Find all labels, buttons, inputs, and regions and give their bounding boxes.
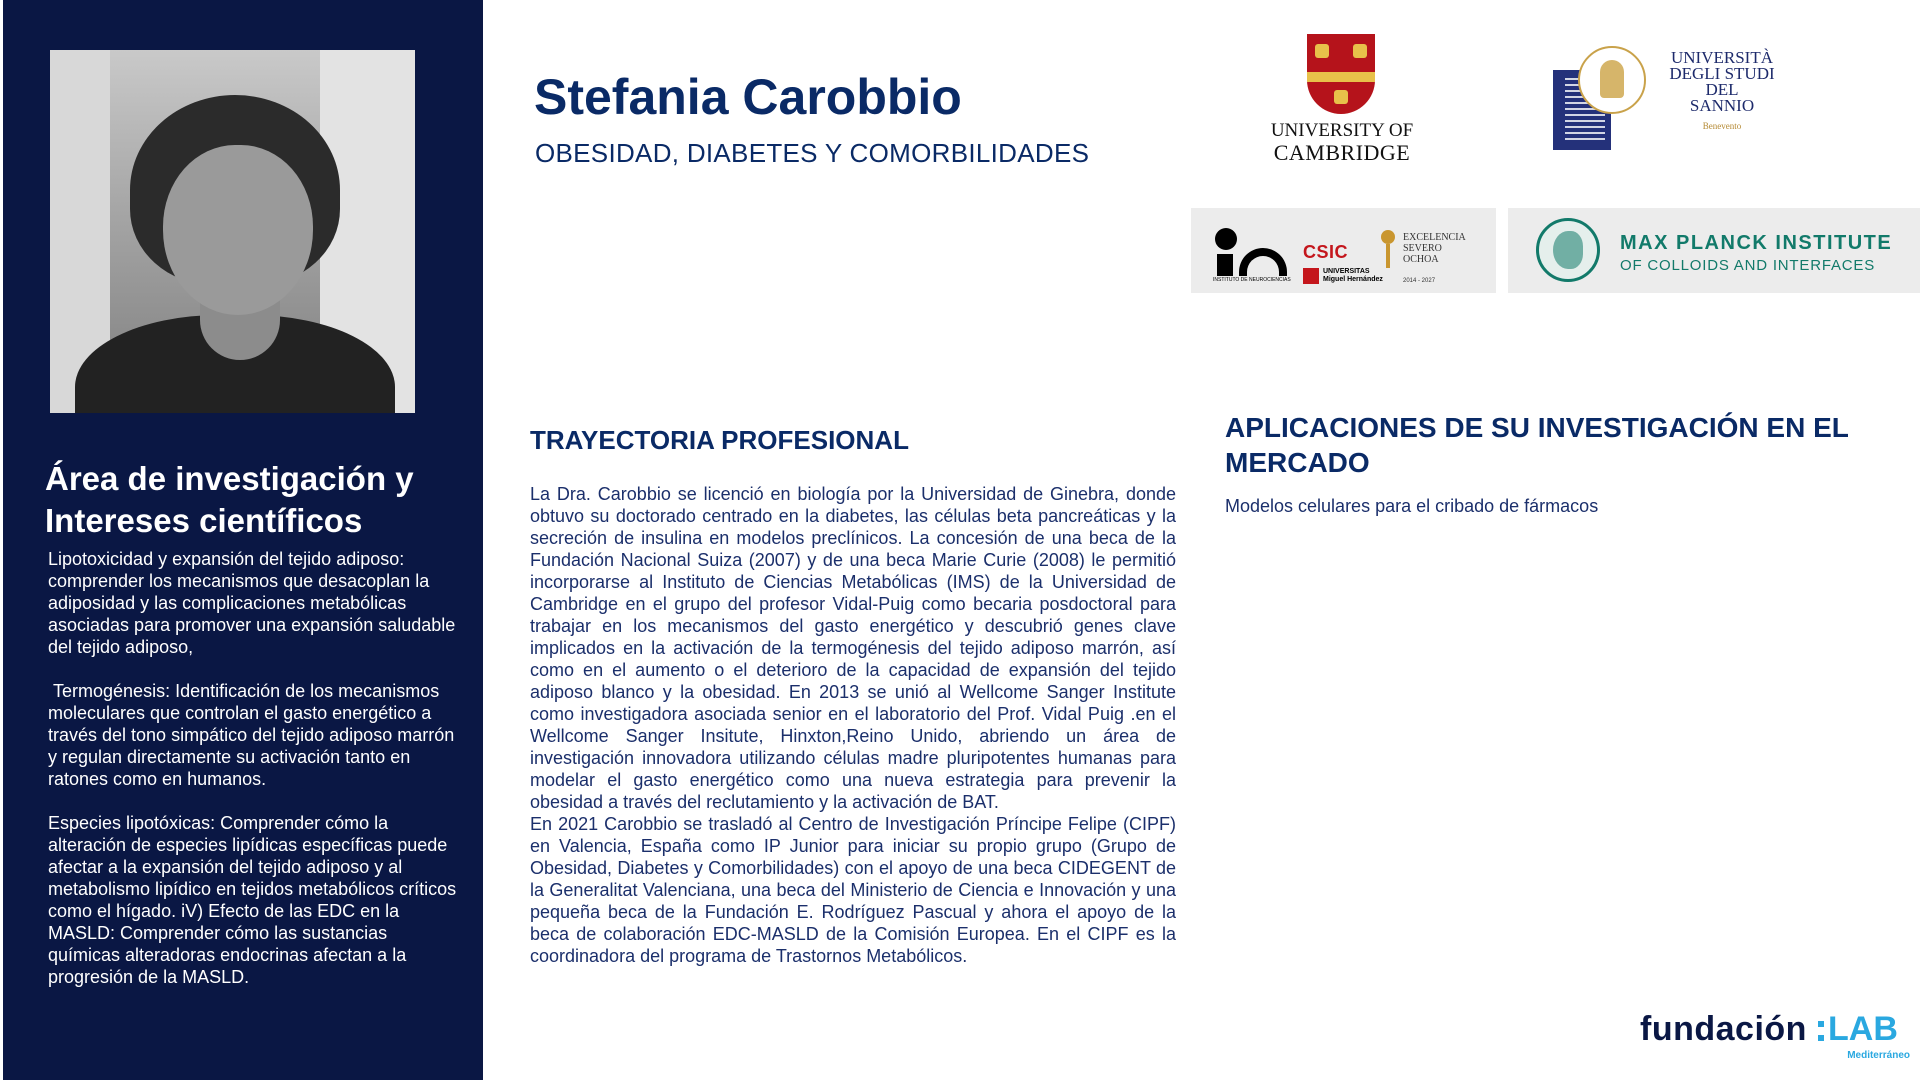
severo-line1: EXCELENCIA (1403, 232, 1466, 243)
severo-ochoa-icon (1381, 230, 1395, 270)
fundacion-lab: LAB (1828, 1010, 1898, 1048)
trayectoria-text (530, 483, 1176, 967)
csic-logo: CSIC (1303, 242, 1349, 262)
left-sidebar (3, 0, 483, 1080)
minerva-icon (1536, 218, 1600, 282)
seal-icon (1578, 46, 1646, 114)
fundacion-word: fundación (1640, 1010, 1807, 1048)
researcher-name: Stefania Carobbio (534, 69, 962, 125)
profile-photo (50, 50, 415, 413)
cambridge-crest-icon (1307, 34, 1375, 114)
trayectoria-paragraph: En 2021 Carobbio se trasladó al Centro de Investigación Príncipe Felipe (CIPF) en Valencia, España como IP Junior para iniciar su propio grupo (Grupo de Obesidad, Diabetes y Comorbilidades) con el apoyo de una beca CIDEGENT de la Generalitat Valenciana, una beca del Ministerio de Ciencia e Innovación y una pequeña beca de la Fundación E. Rodríguez Pascual y ahora el apoyo de la beca de colaboración EDC-MASLD de la Comisión Europea. En el CIPF es la coordinadora del programa de Trastornos Metabólicos. (530, 814, 1176, 966)
research-paragraph-lipotoxic-species: Especies lipotóxicas: Comprender cómo la alteración de especies lipídicas específicas puede afectar a la expansión del tejido adiposo y al metabolismo lipídico en tejidos metabólicos críticos como el hígado. iV) Efecto de las EDC en la MASLD: Comprender cómo las sustancias químicas alteradoras endocrinas afectan a la progresión de la MASLD. (48, 813, 457, 987)
fundacion-lab-logo (1640, 1010, 1910, 1060)
severo-line2: SEVERO (1403, 243, 1442, 254)
in-caption: INSTITUTO DE NEUROCIENCIAS (1213, 277, 1291, 283)
severo-line3: OCHOA (1403, 254, 1439, 265)
in-logo-icon (1213, 228, 1293, 283)
umh-icon (1303, 268, 1319, 284)
research-area-text (48, 548, 463, 1010)
umh-line1: UNIVERSITAS (1323, 268, 1370, 275)
sannio-line4: SANNIO (1689, 96, 1755, 115)
max-planck-subtitle: OF COLLOIDS AND INTERFACES (1620, 257, 1876, 274)
aplicaciones-title: APLICACIONES DE SU INVESTIGACIÓN EN EL MERCADO (1225, 412, 1849, 478)
trayectoria-paragraph: La Dra. Carobbio se licenció en biología por la Universidad de Ginebra, donde obtuvo su doctorado centrado en la diabetes, las células beta pancreáticas y la secreción de insulina en modelos preclínicos. La concesión de una beca de la Fundación Nacional Suiza (2007) y de una beca Marie Curie (2008) le permitió incorporarse al Instituto de Ciencias Metabólicas (IMS) de la Universidad de Cambridge en el grupo del profesor Vidal-Puig como becaria posdoctoral para trabajar en los mecanismos del gasto energético y descubrió genes clave implicados en la activación de la termogénesis del tejido adiposo marrón, así como en el aumento o el deterioro de la capacidad de expansión del tejido adiposo blanco y la obesidad. En 2013 se unió al Wellcome Sanger Institute como investigadora asociada senior en el laboratorio del Prof. Vidal Puig .en el Wellcome Sanger Insitute, Hinxton,Reino Unido, abriendo un área de investigación innovadora utilizando células madre pluripotentes humanas para modelar el gasto energético como una nueva estrategia para prevenir la obesidad a través del reclutamiento y la activación de BAT. (530, 484, 1176, 812)
umh-line2: Miguel Hernández (1323, 276, 1383, 283)
cambridge-logo (1262, 30, 1422, 165)
sannio-logo (1550, 46, 1790, 156)
cambridge-line1: UNIVERSITY OF (1270, 120, 1414, 141)
research-paragraph-lipotoxicity: Lipotoxicidad y expansión del tejido adiposo: comprender los mecanismos que desacoplan la adiposidad y las complicaciones metabólicas asociadas para promover una expansión saludable del tejido adiposo, (48, 549, 456, 657)
max-planck-title: MAX PLANCK INSTITUTE (1620, 232, 1893, 254)
research-group-subtitle: OBESIDAD, DIABETES Y COMORBILIDADES (535, 138, 1090, 168)
sannio-city: Benevento (1702, 121, 1742, 131)
max-planck-logo-box (1508, 208, 1920, 293)
sannio-line3: DEL (1705, 80, 1739, 99)
trayectoria-title: TRAYECTORIA PROFESIONAL (530, 425, 909, 455)
aplicaciones-text: Modelos celulares para el cribado de fármacos (1225, 496, 1599, 516)
sannio-line2: DEGLI STUDI (1669, 64, 1775, 83)
severo-years: 2014 - 2027 (1403, 278, 1436, 284)
cambridge-line2: CAMBRIDGE (1273, 140, 1411, 165)
neurociencias-logo-box (1191, 208, 1496, 293)
research-area-title: Área de investigación y Intereses científicos (45, 460, 414, 539)
research-paragraph-thermogenesis: Termogénesis: Identificación de los mecanismos moleculares que controlan el gasto energético a través del tono simpático del tejido adiposo marrón y regulan directamente su activación tanto en ratones como en humanos. (48, 681, 460, 789)
fundacion-sub: Mediterráneo (1847, 1050, 1910, 1061)
sannio-line1: UNIVERSITÀ (1671, 48, 1773, 67)
colon-icon (1818, 1017, 1824, 1043)
